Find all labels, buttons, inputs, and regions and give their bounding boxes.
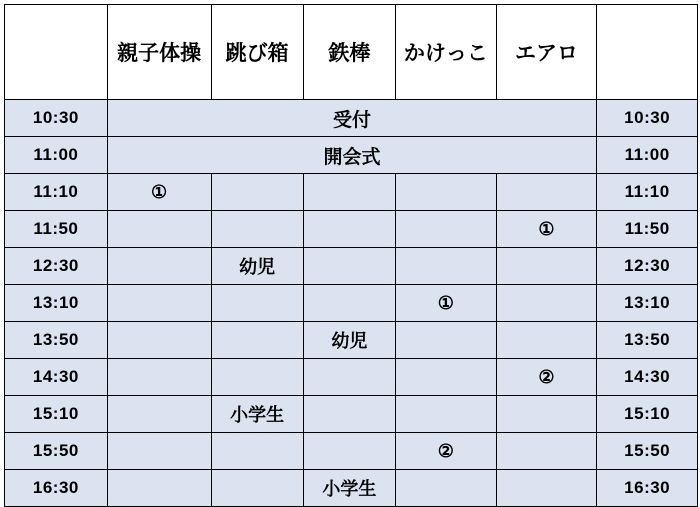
row-time-right: 16:30 (597, 470, 698, 507)
row-time-right: 13:10 (597, 285, 698, 322)
header-activity-tetsubo: 鉄棒 (303, 5, 395, 100)
cell-tobibako (211, 433, 303, 470)
row-time-left: 15:50 (5, 433, 108, 470)
row-time-left: 12:30 (5, 248, 108, 285)
row-time-right: 14:30 (597, 359, 698, 396)
cell-kakekko (396, 396, 497, 433)
cell-oyako-taiso (107, 248, 211, 285)
table-row (5, 470, 698, 507)
row-time-right: 12:30 (597, 248, 698, 285)
cell-tetsubo (303, 359, 395, 396)
cell-kakekko (396, 322, 497, 359)
cell-kakekko (396, 359, 497, 396)
table-row (5, 322, 698, 359)
table-row (5, 100, 698, 137)
row-time-left: 11:50 (5, 211, 108, 248)
header-activity-tobibako: 跳び箱 (211, 5, 303, 100)
cell-tobibako (211, 322, 303, 359)
cell-kakekko: ② (396, 433, 497, 470)
row-span-label: 受付 (107, 100, 597, 137)
cell-aero (496, 174, 597, 211)
row-time-right: 10:30 (597, 100, 698, 137)
cell-oyako-taiso (107, 396, 211, 433)
cell-kakekko (396, 248, 497, 285)
cell-oyako-taiso (107, 211, 211, 248)
cell-kakekko (396, 174, 497, 211)
table-body (5, 100, 698, 507)
cell-tetsubo (303, 211, 395, 248)
header-row (5, 5, 698, 100)
row-time-left: 14:30 (5, 359, 108, 396)
cell-oyako-taiso (107, 322, 211, 359)
cell-kakekko (396, 211, 497, 248)
table-row (5, 137, 698, 174)
header-blank-right (597, 5, 698, 100)
cell-aero: ① (496, 211, 597, 248)
header-activity-oyako-taiso: 親子体操 (107, 5, 211, 100)
cell-tetsubo: 小学生 (303, 470, 395, 507)
cell-oyako-taiso (107, 285, 211, 322)
cell-tobibako (211, 285, 303, 322)
cell-aero (496, 285, 597, 322)
table-row (5, 248, 698, 285)
cell-aero (496, 470, 597, 507)
cell-tobibako (211, 470, 303, 507)
cell-kakekko: ① (396, 285, 497, 322)
cell-tetsubo (303, 285, 395, 322)
table-row (5, 433, 698, 470)
row-time-right: 11:00 (597, 137, 698, 174)
header-blank-left (5, 5, 108, 100)
cell-aero (496, 433, 597, 470)
cell-aero: ② (496, 359, 597, 396)
table-row (5, 396, 698, 433)
cell-oyako-taiso (107, 433, 211, 470)
cell-oyako-taiso (107, 359, 211, 396)
schedule-sheet (0, 4, 700, 499)
table-header (5, 5, 698, 100)
cell-kakekko (396, 470, 497, 507)
table-row (5, 359, 698, 396)
cell-tobibako (211, 174, 303, 211)
table-row (5, 285, 698, 322)
row-time-right: 11:10 (597, 174, 698, 211)
header-activity-aero: エアロ (496, 5, 597, 100)
row-time-left: 13:50 (5, 322, 108, 359)
cell-tobibako (211, 211, 303, 248)
cell-tobibako: 幼児 (211, 248, 303, 285)
row-time-left: 10:30 (5, 100, 108, 137)
cell-tobibako: 小学生 (211, 396, 303, 433)
schedule-table (4, 4, 698, 507)
cell-tetsubo (303, 174, 395, 211)
row-time-right: 15:10 (597, 396, 698, 433)
row-time-right: 15:50 (597, 433, 698, 470)
row-time-left: 11:00 (5, 137, 108, 174)
row-time-left: 16:30 (5, 470, 108, 507)
row-time-right: 13:50 (597, 322, 698, 359)
cell-aero (496, 322, 597, 359)
row-time-left: 11:10 (5, 174, 108, 211)
row-time-left: 15:10 (5, 396, 108, 433)
cell-tetsubo (303, 396, 395, 433)
cell-aero (496, 396, 597, 433)
cell-oyako-taiso (107, 470, 211, 507)
cell-tetsubo (303, 248, 395, 285)
row-time-right: 11:50 (597, 211, 698, 248)
cell-aero (496, 248, 597, 285)
header-activity-kakekko: かけっこ (396, 5, 497, 100)
cell-tobibako (211, 359, 303, 396)
cell-tetsubo: 幼児 (303, 322, 395, 359)
row-span-label: 開会式 (107, 137, 597, 174)
cell-oyako-taiso: ① (107, 174, 211, 211)
table-row (5, 211, 698, 248)
cell-tetsubo (303, 433, 395, 470)
table-row (5, 174, 698, 211)
row-time-left: 13:10 (5, 285, 108, 322)
